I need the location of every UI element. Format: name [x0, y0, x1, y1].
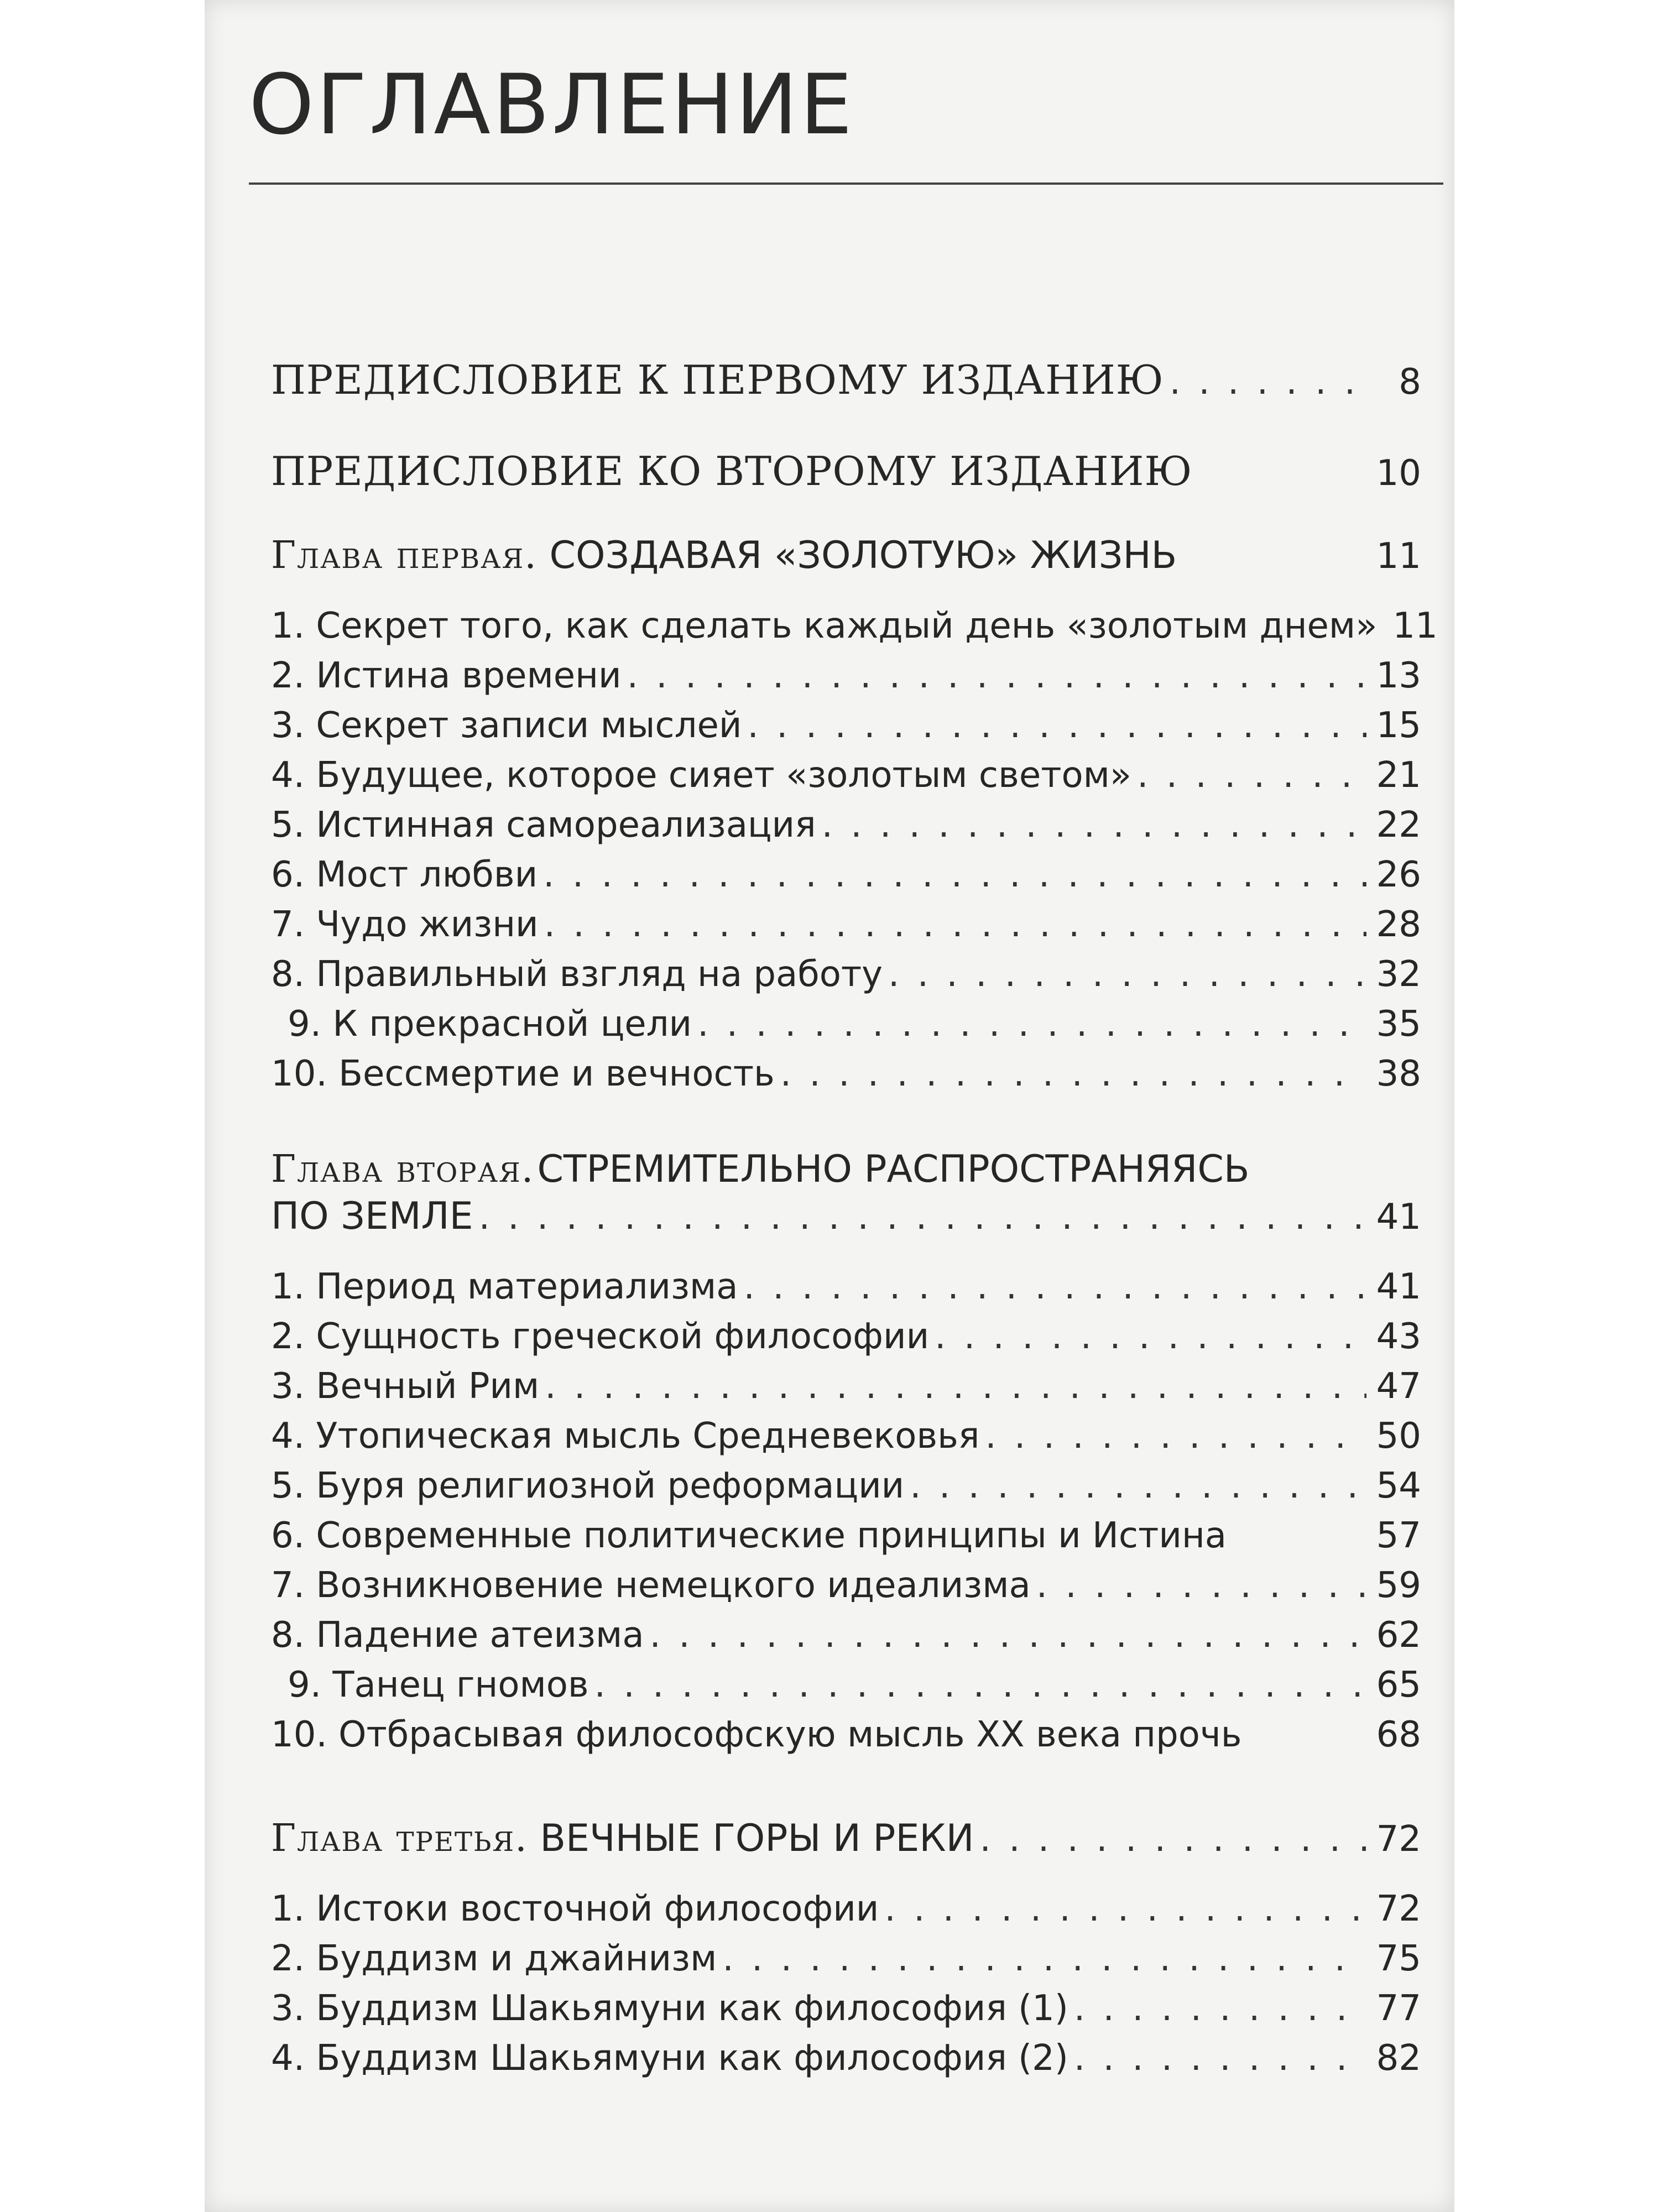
dot-leader [594, 1665, 1366, 1705]
toc-item: 6. Современные политические принципы и Истина 57 [271, 1515, 1421, 1556]
toc-item: 1. Истоки восточной философии . . . 72 [271, 1888, 1421, 1933]
toc-page-number: 11 [1376, 536, 1421, 577]
toc-item: 1. Период материализма . . . 41 [271, 1266, 1421, 1311]
dot-leader [544, 904, 1366, 945]
toc-chapter-3 [271, 1817, 1421, 1861]
toc-chapter-2 [271, 1147, 1250, 1191]
dot-leader [545, 1366, 1366, 1407]
toc-page-number: 72 [1376, 1819, 1421, 1860]
dot-leader [1074, 2038, 1366, 2079]
chapter-title-continued: ПО ЗЕМЛЕ [271, 1194, 473, 1238]
toc-item: 7. Возникновение немецкого идеализма . . . 59 [271, 1565, 1421, 1609]
toc-entry-preface-second [271, 448, 1421, 492]
toc-item: 2. Буддизм и джайнизм . . . 75 [271, 1938, 1421, 1983]
toc-entry-preface-first [271, 357, 1421, 401]
toc-chapter-2-continuation [271, 1194, 1421, 1239]
dot-leader [985, 1416, 1366, 1457]
toc-item: 10. Бессмертие и вечность . . . 38 [271, 1053, 1421, 1098]
dot-leader [650, 1615, 1366, 1656]
toc-item: 3. Буддизм Шакьямуни как философия (1) . . . 77 [271, 1988, 1421, 2032]
toc-entry-label: ПРЕДИСЛОВИЕ К ПЕРВОМУ ИЗДАНИЮ [271, 357, 1164, 403]
toc-item: 9. К прекрасной цели . . . 35 [271, 1004, 1421, 1048]
toc-item: 3. Вечный Рим . . . 47 [271, 1366, 1421, 1410]
dot-leader [822, 805, 1366, 846]
dot-leader [1137, 755, 1366, 796]
toc-item: 4. Будущее, которое сияет «золотым светом» . . . 21 [271, 755, 1421, 799]
dot-leader [722, 1938, 1366, 1979]
toc-item: 4. Утопическая мысль Средневековья . . . 50 [271, 1416, 1421, 1460]
toc-chapter-1 [271, 534, 1421, 578]
chapter-title: СОЗДАВАЯ «ЗОЛОТУЮ» ЖИЗНЬ [549, 534, 1177, 577]
dot-leader [884, 1888, 1366, 1929]
toc-item: 1. Секрет того, как сделать каждый день «золотым днем» 11 [271, 606, 1438, 646]
toc-item: 9. Танец гномов . . . 65 [271, 1665, 1421, 1709]
chapter-title: ВЕЧНЫЕ ГОРЫ И РЕКИ [540, 1817, 974, 1860]
dot-leader [744, 1266, 1366, 1307]
toc-item: 2. Истина времени . . . 13 [271, 655, 1421, 700]
toc-page-number: 8 [1399, 362, 1421, 403]
toc-item: 8. Падение атеизма . . . 62 [271, 1615, 1421, 1659]
dot-leader [1170, 362, 1367, 403]
toc-page-number: 41 [1376, 1197, 1421, 1238]
toc-entry-label: ПРЕДИСЛОВИЕ КО ВТОРОМУ ИЗДАНИЮ [271, 448, 1193, 494]
toc-item: 4. Буддизм Шакьямуни как философия (2) . . . 82 [271, 2038, 1421, 2082]
dot-leader [543, 854, 1366, 895]
dot-leader [627, 655, 1366, 696]
toc-item: 2. Сущность греческой философии . . . 43 [271, 1316, 1421, 1360]
title-divider [249, 182, 1443, 185]
dot-leader [479, 1197, 1366, 1238]
chapter-prefix: Глава третья. [271, 1817, 528, 1860]
toc-item: 6. Мост любви . . . 26 [271, 854, 1421, 899]
toc-item: 5. Истинная самореализация . . . 22 [271, 805, 1421, 849]
dot-leader [780, 1053, 1366, 1094]
toc-item: 7. Чудо жизни . . . 28 [271, 904, 1421, 948]
toc-item: 8. Правильный взгляд на работу . . . 32 [271, 954, 1421, 998]
toc-item: 5. Буря религиозной реформации . . . 54 [271, 1465, 1421, 1510]
toc-item: 10. Отбрасывая философскую мысль XX века прочь 68 [271, 1714, 1421, 1755]
toc-page-number: 10 [1376, 453, 1421, 494]
dot-leader [697, 1004, 1366, 1045]
chapter-prefix: Глава вторая. [271, 1147, 535, 1191]
chapter-title: СТРЕМИТЕЛЬНО РАСПРОСТРАНЯЯСЬ [537, 1147, 1250, 1191]
page-title: ОГЛАВЛЕНИЕ [249, 57, 855, 153]
dot-leader [888, 954, 1366, 995]
toc-item: 3. Секрет записи мыслей . . . 15 [271, 705, 1421, 749]
chapter-prefix: Глава первая. [271, 534, 538, 577]
book-page [205, 0, 1454, 2212]
dot-leader [935, 1316, 1366, 1357]
dot-leader [1074, 1988, 1366, 2029]
dot-leader [1036, 1565, 1366, 1606]
dot-leader [980, 1819, 1366, 1860]
dot-leader [910, 1465, 1366, 1506]
table-of-contents [205, 0, 1454, 2212]
dot-leader [747, 705, 1366, 746]
